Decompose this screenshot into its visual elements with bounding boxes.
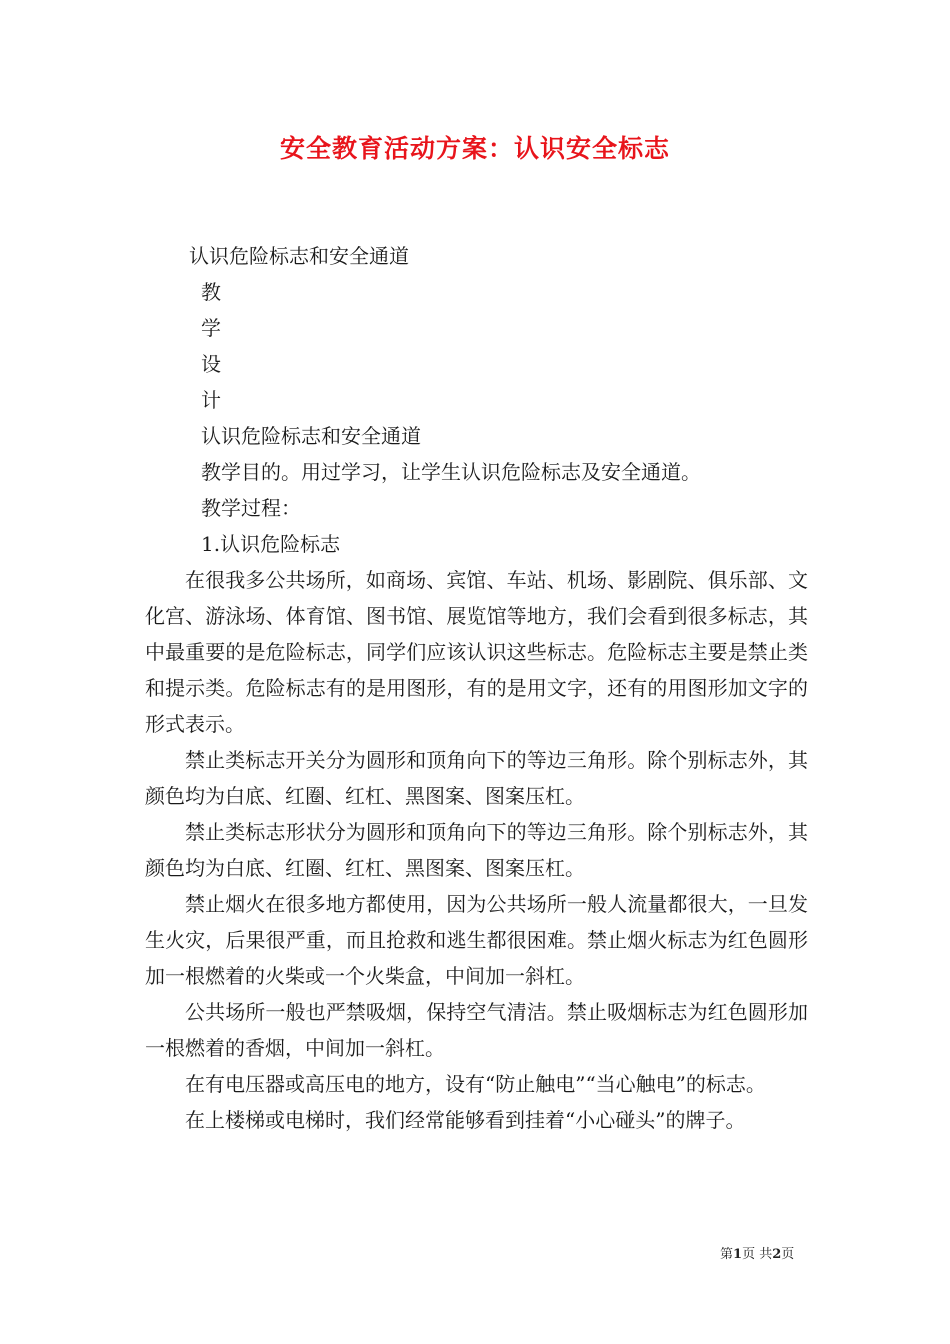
heading-line: 学	[201, 316, 221, 340]
body-paragraph: 禁止类标志开关分为圆形和顶角向下的等边三角形。除个别标志外，其颜色均为白底、红圈、红杠、黑图案、图案压杠。	[145, 748, 808, 808]
teaching-goal: 教学目的。用过学习，让学生认识危险标志及安全通道。	[201, 460, 701, 484]
footer-prefix: 第	[720, 1247, 734, 1262]
body-paragraph: 禁止类标志形状分为圆形和顶角向下的等边三角形。除个别标志外，其颜色均为白底、红圈、红杠、黑图案、图案压杠。	[145, 820, 808, 880]
total-page-number: 2	[772, 1247, 782, 1262]
document-body	[145, 238, 808, 1138]
document-title: 安全教育活动方案：认识安全标志	[279, 134, 670, 163]
heading-line: 认识危险标志和安全通道	[201, 424, 421, 448]
teaching-process-label: 教学过程：	[201, 496, 301, 520]
footer-suffix: 页	[781, 1247, 795, 1262]
heading-line: 计	[201, 388, 221, 412]
current-page-number: 1	[733, 1247, 743, 1262]
heading-line: 认识危险标志和安全通道	[189, 244, 409, 268]
body-paragraph: 在很我多公共场所，如商场、宾馆、车站、机场、影剧院、俱乐部、文化宫、游泳场、体育馆、图书馆、展览馆等地方，我们会看到很多标志，其中最重要的是危险标志，同学们应该认识这些标志。危险标志主要是禁止类和提示类。危险标志有的是用图形，有的是用文字，还有的用图形加文字的形式表示。	[145, 568, 808, 736]
body-paragraph: 禁止烟火在很多地方都使用，因为公共场所一般人流量都很大，一旦发生火灾，后果很严重，而且抢救和逃生都很困难。禁止烟火标志为红色圆形加一根燃着的火柴或一个火柴盒，中间加一斜杠。	[145, 892, 808, 988]
footer-middle: 页 共	[742, 1247, 773, 1262]
page-number-footer	[720, 1246, 794, 1264]
heading-line: 设	[201, 352, 221, 376]
section-heading: 1.认识危险标志	[201, 532, 341, 556]
body-paragraph: 公共场所一般也严禁吸烟，保持空气清洁。禁止吸烟标志为红色圆形加一根燃着的香烟，中间加一斜杠。	[145, 1000, 808, 1060]
heading-line: 教	[201, 280, 221, 304]
body-paragraph: 在上楼梯或电梯时，我们经常能够看到挂着“小心碰头”的牌子。	[185, 1108, 746, 1132]
body-paragraph: 在有电压器或高压电的地方，设有“防止触电”“当心触电”的标志。	[185, 1072, 766, 1096]
